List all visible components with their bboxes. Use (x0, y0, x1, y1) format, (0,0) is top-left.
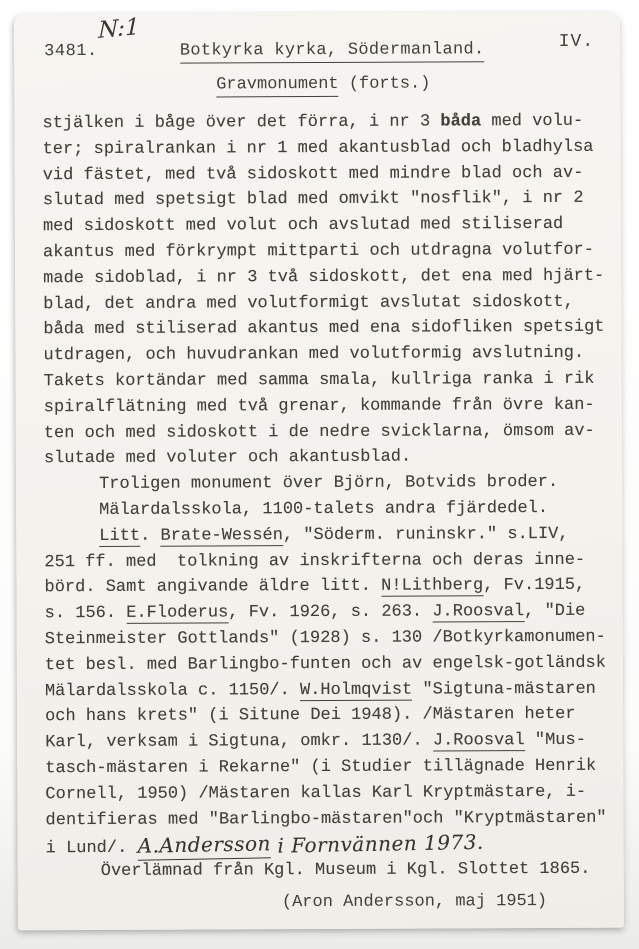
text-segment: båda med stiliserad akantus med ena sidofliken spetsigt (43, 318, 605, 340)
text-segment: dentifieras med "Barlingbo-mästaren"och "Kryptmästaren" (45, 808, 607, 830)
text-line (44, 573, 612, 601)
text-line (43, 160, 611, 188)
text-segment: Troligen monument över Björn, Botvids broder. (99, 473, 559, 495)
text-segment: 251 ff. med tolkning av inskrifterna och deras inne- (44, 550, 586, 572)
text-line (46, 831, 614, 859)
text-line (45, 728, 613, 756)
text-segment: tet besl. med Barlingbo-funten och av engelsk-gotländsk (44, 653, 606, 675)
text-segment: s. 156. (44, 603, 127, 624)
text-line (44, 444, 612, 472)
text-line (44, 521, 612, 549)
text-line (44, 470, 612, 498)
text-segment: Överlämnad från Kgl. Museum i Kgl. Slottet 1865. (100, 859, 591, 882)
text-line (45, 625, 613, 653)
text-segment: Brate-Wessén (160, 525, 283, 546)
text-segment: J.Roosval (432, 731, 525, 751)
subtitle: Gravmonument (216, 75, 339, 98)
text-segment: med sidoskott med volut och avslutad med stiliserad (42, 215, 564, 237)
text-segment: båda (440, 112, 482, 132)
text-line (43, 341, 611, 369)
text-segment: slutade med voluter och akantusblad. (43, 447, 412, 469)
text-segment: tasch-mästaren i Rekarne" (i Studier tillägnade Henrik (45, 756, 597, 779)
text-segment: , "Söderm. runinskr." s.LIV, (282, 524, 569, 545)
text-segment: spiralflätning med två grenar, kommande från övre kan- (43, 395, 595, 417)
text-segment: Cornell, 1950) /Mästaren kallas Karl Kryptmästare, i- (45, 782, 587, 804)
handwritten-number: N:1 (97, 13, 140, 44)
text-line (43, 186, 611, 214)
text-segment: made sidoblad, i nr 3 två sidoskott, det ena med hjärt- (43, 266, 605, 288)
text-line (43, 212, 611, 240)
text-segment: "Mus- (524, 730, 586, 751)
text-segment: och hans krets" (i Situne Dei 1948). /Mästaren heter (45, 705, 576, 727)
text-segment: vid fästet, med två sidoskott med mindre blad och av- (42, 163, 584, 185)
text-line (44, 496, 612, 524)
text-segment: Mälardalsskola c. 1150/. (44, 680, 301, 701)
subtitle-row (26, 74, 620, 96)
text-segment: i Lund/. (45, 839, 138, 859)
text-segment: Litt (99, 526, 141, 546)
text-segment: Mälardalsskola, 1100-talets andra fjärdedel. (99, 498, 549, 520)
text-line (44, 367, 612, 395)
card-title: Botkyrka kyrka, Södermanland. (180, 40, 485, 63)
subtitle-suffix: (forts.) (338, 74, 431, 94)
text-line (44, 547, 612, 575)
text-line (44, 418, 612, 446)
text-segment: Takets kortändar med samma smala, kullriga ranka i rik (43, 369, 595, 392)
text-line (45, 650, 613, 678)
text-segment: utdragen, och huvudrankan med volutformig avslutning. (43, 344, 585, 366)
text-segment: , "Die (524, 601, 586, 622)
text-segment: J.Roosval (432, 602, 525, 622)
text-segment: stjälken i båge över det förra, i nr 3 (42, 112, 441, 134)
text-segment: E.Floderus (126, 603, 229, 623)
text-segment: "Sigtuna-mästaren (412, 679, 596, 700)
page-numeral: IV. (558, 31, 595, 52)
text-segment: N!Lithberg (381, 576, 484, 597)
text-segment: akantus med förkrympt mittparti och utdragna volutfor- (43, 240, 594, 263)
text-segment: med volu- (481, 111, 584, 132)
text-segment: , Fv.1915, (483, 576, 586, 596)
text-line (42, 109, 610, 137)
item-number: 3481. (44, 41, 98, 62)
signature-line: (Aron Andersson, maj 1951) (281, 892, 548, 913)
text-line (43, 264, 611, 292)
text-segment: börd. Samt angivande äldre litt. (44, 577, 382, 598)
text-segment: , Fv. 1926, s. 263. (228, 602, 433, 623)
text-line (46, 857, 614, 885)
text-segment: Steinmeister Gottlands" (1928) s. 130 /Botkyrkamonumen- (44, 627, 606, 650)
title-row (44, 40, 620, 62)
text-line (45, 754, 613, 782)
text-line (45, 779, 613, 807)
text-line (43, 135, 611, 163)
text-line (43, 289, 611, 317)
text-line (45, 805, 613, 833)
index-card (14, 12, 624, 931)
text-line (45, 676, 613, 704)
text-line (45, 599, 613, 627)
text-line (44, 392, 612, 420)
text-segment: . (140, 526, 161, 546)
text-segment: Karl, verksam i Sigtuna, omkr. 1130/. (45, 731, 433, 753)
text-segment: ter; spiralrankan i nr 1 med akantusblad och bladhylsa (42, 137, 594, 159)
card-body-text (42, 109, 613, 885)
text-line (43, 315, 611, 343)
text-segment: blad, det andra med volutformigt avslutat sidoskott, (43, 292, 574, 314)
text-segment: ten och med sidoskott i de nedre svicklarna, ömsom av- (43, 421, 595, 443)
text-line (43, 238, 611, 266)
handwritten-text-segment: i Fornvännen 1973. (270, 830, 485, 859)
text-segment: W.Holmqvist (299, 680, 413, 700)
handwritten-text-segment: A.Andersson (137, 832, 271, 861)
text-line (45, 702, 613, 730)
text-segment: slutad med spetsigt blad med omvikt "nosflik", i nr 2 (42, 189, 584, 211)
